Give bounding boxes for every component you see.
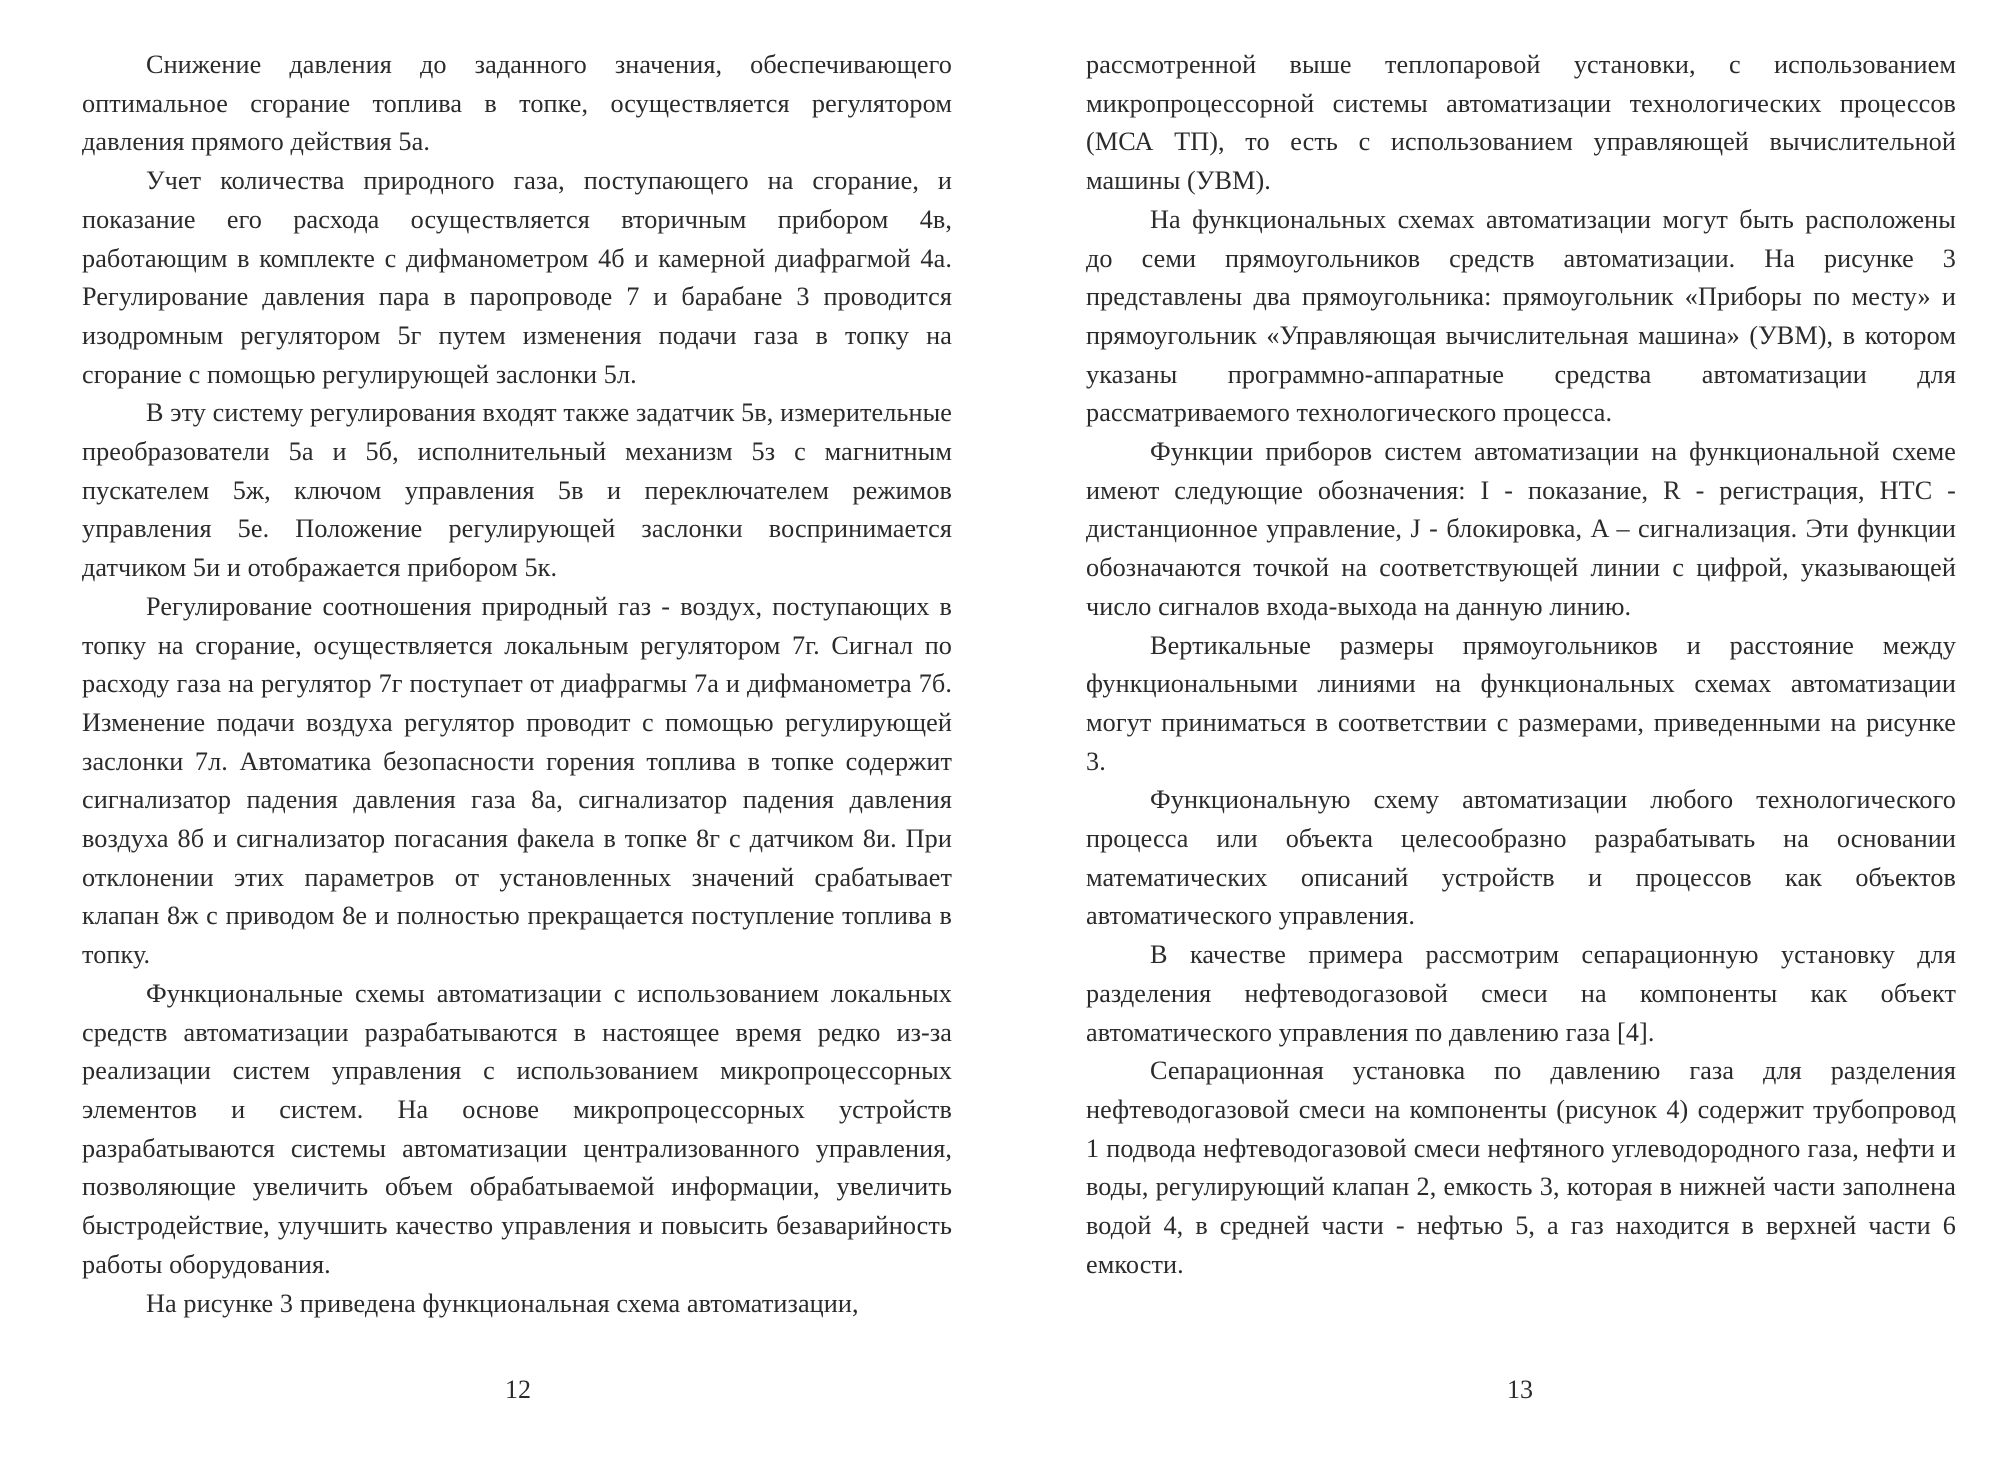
page-number-right: 13 — [1507, 1375, 1533, 1404]
paragraph: На рисунке 3 приведена функциональная схема автоматизации, — [146, 1288, 859, 1318]
paragraph: Учет количества природного газа, поступающего на сгорание, и показание его расхода осуществляется вторичным прибором 4в, работающим в комплекте с дифманометром 4б и камерной диафрагмой 4а. Регулирование давления пара в паропроводе 7 и барабане 3 проводится изодромным регулятором 5г путем изменения подачи газа в топку на сгорание с помощью регулирующей заслонки 5л. — [82, 166, 952, 389]
paragraph: Функциональную схему автоматизации любого технологического процесса или объекта целесообразно разрабатывать на основании математических описаний устройств и процессов как объектов автоматического управления. — [1086, 785, 1956, 931]
right-page-text — [1086, 46, 1956, 1285]
paragraph: Функции приборов систем автоматизации на функциональной схеме имеют следующие обозначения: I - показание, R - регистрация, НТС - дистанционное управление, J - блокировка, A – сигнализация. Эти функции обозначаются точкой на соответствующей линии с цифрой, указывающей число сигналов входа-выхода на данную линию. — [1086, 437, 1956, 621]
paragraph: В качестве примера рассмотрим сепарационную установку для разделения нефтеводогазовой смеси на компоненты как объект автоматического управления по давлению газа [4]. — [1086, 940, 1956, 1047]
paragraph: Сепарационная установка по давлению газа для разделения нефтеводогазовой смеси на компоненты (рисунок 4) содержит трубопровод 1 подвода нефтеводогазовой смеси нефтяного углеводородного газа, нефти и воды, регулирующий клапан 2, емкость 3, которая в нижней части заполнена водой 4, в средней части - нефтью 5, а газ находится в верхней части 6 емкости. — [1086, 1056, 1956, 1279]
paragraph: В эту систему регулирования входят также задатчик 5в, измерительные преобразователи 5а и 5б, исполнительный механизм 5з с магнитным пускателем 5ж, ключом управления 5в и переключателем режимов управления 5е. Положение регулирующей заслонки воспринимается датчиком 5и и отображается прибором 5к. — [82, 398, 952, 583]
paragraph: Вертикальные размеры прямоугольников и расстояние между функциональными линиями на функциональных схемах автоматизации могут приниматься в соответствии с размерами, приведенными на рисунке 3. — [1086, 630, 1956, 776]
page-number-left: 12 — [505, 1375, 531, 1404]
paragraph: На функциональных схемах автоматизации могут быть расположены до семи прямоугольников средств автоматизации. На рисунке 3 представлены два прямоугольника: прямоугольник «Приборы по месту» и прямоугольник «Управляющая вычислительная машина» (УВМ), в котором указаны программно-аппаратные средства автоматизации для рассматриваемого технологического процесса. — [1086, 204, 1956, 428]
paragraph: Снижение давления до заданного значения, обеспечивающего оптимальное сгорание топлива в топке, осуществляется регулятором давления прямого действия 5а. — [82, 50, 952, 157]
right-page — [1000, 0, 2000, 1473]
left-page-text — [82, 46, 952, 1323]
paragraph: Функциональные схемы автоматизации с использованием локальных средств автоматизации разрабатываются в настоящее время редко из-за реализации систем управления с использованием микропроцессорных элементов и систем. На основе микропроцессорных устройств разрабатываются системы автоматизации централизованного управления, позволяющие увеличить объем обрабатываемой информации, увеличить быстродействие, улучшить качество управления и повысить безаварийность работы оборудования. — [82, 978, 952, 1279]
paragraph: Регулирование соотношения природный газ - воздух, поступающих в топку на сгорание, осуществляется локальным регулятором 7г. Сигнал по расходу газа на регулятор 7г поступает от диафрагмы 7а и дифманометра 7б. Изменение подачи воздуха регулятор проводит с помощью регулирующей заслонки 7л. Автоматика безопасности горения топлива в топке содержит сигнализатор падения давления газа 8а, сигнализатор падения давления воздуха 8б и сигнализатор погасания факела в топке 8г с датчиком 8и. При отклонении этих параметров от установленных значений срабатывает клапан 8ж с приводом 8е и полностью прекращается поступление топлива в топку. — [82, 591, 952, 970]
paragraph: рассмотренной выше теплопаровой установки, с использованием микропроцессорной системы автоматизации технологических процессов (МСА ТП), то есть с использованием управляющей вычислительной машины (УВМ). — [1086, 50, 1956, 196]
